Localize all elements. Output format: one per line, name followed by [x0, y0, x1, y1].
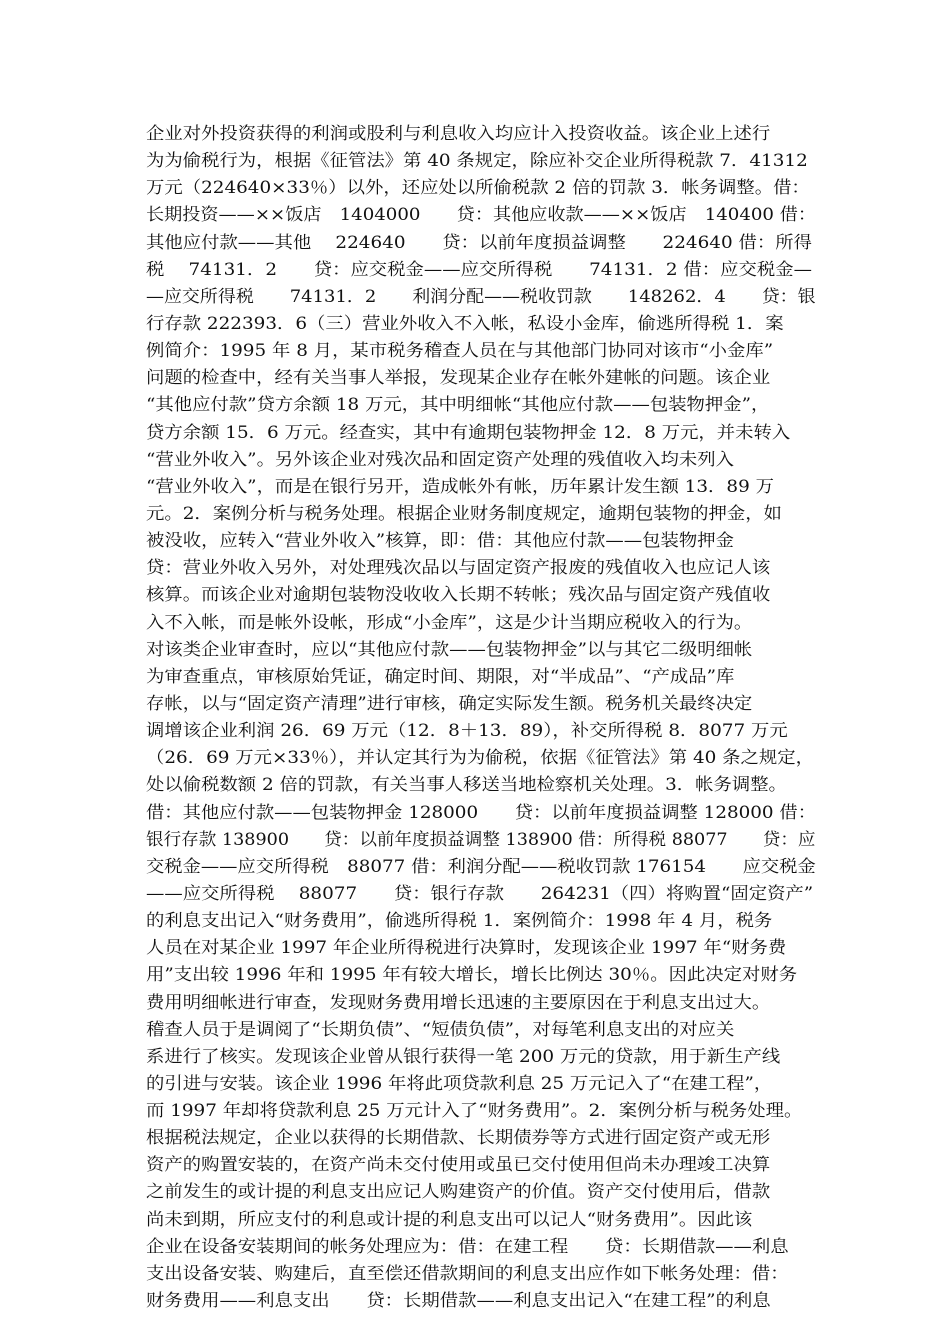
text-line: 税 74131．2 贷：应交税金——应交所得税 74131．2 借：应交税金—	[146, 259, 812, 280]
text-line: 资产的购置安装的，在资产尚未交付使用或虽已交付使用但尚未办理竣工决算	[146, 1155, 771, 1176]
text-line: 调增该企业利润 26．69 万元（12．8＋13．89），补交所得税 8．8077 万元	[146, 721, 788, 742]
text-line: —应交所得税 74131．2 利润分配——税收罚款 148262．4 贷：银	[146, 286, 816, 307]
text-line: 其他应付款——其他 224640 贷：以前年度损益调整 224640 借：所得	[146, 232, 812, 253]
text-line: 根据税法规定，企业以获得的长期借款、长期债券等方式进行固定资产或无形	[146, 1128, 771, 1149]
text-line: 行存款 222393．6（三）营业外收入不入帐，私设小金库，偷逃所得税 1．案	[146, 313, 784, 334]
text-line: （26．69 万元×33％），并认定其行为为偷税，依据《征管法》第 40 条之规定，	[146, 748, 814, 769]
text-line: “营业外收入”，而是在银行另开，造成帐外有帐，历年累计发生额 13．89 万	[146, 476, 774, 497]
text-line: 而 1997 年却将贷款利息 25 万元计入了“财务费用”。2．案例分析与税务处理。	[146, 1101, 803, 1122]
text-line: 例简介：1995 年 8 月，某市税务稽查人员在与其他部门协同对该市“小金库”	[146, 341, 774, 362]
text-line: 银行存款 138900 贷：以前年度损益调整 138900 借：所得税 88077 贷：应	[146, 829, 816, 850]
text-line: 万元（224640×33％）以外，还应处以所偷税款 2 倍的罚款 3．帐务调整。借：	[146, 178, 810, 199]
text-line: 为审查重点，审核原始凭证，确定时间、期限，对“半成品”、“产成品”库	[146, 666, 735, 687]
text-line: 系进行了核实。发现该企业曾从银行获得一笔 200 万元的贷款，用于新生产线	[146, 1046, 781, 1067]
text-line: 贷：营业外收入另外，对处理残次品以与固定资产报废的残值收入也应记人该	[146, 558, 771, 579]
body-text	[146, 121, 816, 1315]
text-line: 费用明细帐进行审查，发现财务费用增长迅速的主要原因在于利息支出过大。	[146, 992, 771, 1013]
text-line: 支出设备安装、购建后，直至偿还借款期间的利息支出应作如下帐务处理：借：	[146, 1263, 789, 1284]
text-line: 元。2．案例分析与税务处理。根据企业财务制度规定，逾期包装物的押金，如	[146, 503, 782, 524]
text-line: 处以偷税数额 2 倍的罚款，有关当事人移送当地检察机关处理。3．帐务调整。	[146, 775, 787, 796]
text-line: 用”支出较 1996 年和 1995 年有较大增长，增长比例达 30％。因此决定对财务	[146, 965, 798, 986]
text-line: 企业对外投资获得的利润或股利与利息收入均应计入投资收益。该企业上述行	[146, 124, 771, 144]
text-line: ——应交所得税 88077 贷：银行存款 264231（四）将购置“固定资产”	[146, 883, 814, 904]
text-line: 存帐，以与“固定资产清理”进行审核，确定实际发生额。税务机关最终决定	[146, 693, 753, 714]
text-line: 对该类企业审查时，应以“其他应付款——包装物押金”以与其它二级明细帐	[146, 639, 753, 660]
text-line: 入不入帐，而是帐外设帐，形成“小金库”，这是少计当期应税收入的行为。	[146, 612, 753, 633]
text-line: 企业在设备安装期间的帐务处理应为：借：在建工程 贷：长期借款——利息	[146, 1236, 789, 1257]
text-line: 之前发生的或计提的利息支出应记人购建资产的价值。资产交付使用后，借款	[146, 1182, 771, 1203]
text-line: 借：其他应付款——包装物押金 128000 贷：以前年度损益调整 128000 借：	[146, 802, 817, 823]
text-line: 交税金——应交所得税 88077 借：利润分配——税收罚款 176154 应交税金	[146, 856, 816, 877]
text-line: 的利息支出记入“财务费用”，偷逃所得税 1．案例简介：1998 年 4 月，税务	[146, 911, 773, 932]
text-line: 被没收，应转入“营业外收入”核算，即：借：其他应付款——包装物押金	[146, 531, 734, 552]
text-line: “营业外收入”。另外该企业对残次品和固定资产处理的残值收入均未列入	[146, 449, 734, 470]
text-line: 尚未到期，所应支付的利息或计提的利息支出可以记人“财务费用”。因此该	[146, 1209, 753, 1230]
text-line: 人员在对某企业 1997 年企业所得税进行决算时，发现该企业 1997 年“财务费	[146, 938, 787, 959]
text-line: “其他应付款”贷方余额 18 万元，其中明细帐“其他应付款——包装物押金”，	[146, 395, 770, 416]
text-line: 贷方余额 15．6 万元。经查实，其中有逾期包装物押金 12．8 万元，并未转入	[146, 422, 791, 443]
text-line: 核算。而该企业对逾期包装物没收收入长期不转帐；残次品与固定资产残值收	[146, 585, 771, 606]
text-line: 问题的检查中，经有关当事人举报，发现某企业存在帐外建帐的问题。该企业	[146, 368, 771, 389]
text-line: 长期投资——××饭店 1404000 贷：其他应收款——××饭店 140400 借：	[146, 205, 817, 226]
text-line: 财务费用——利息支出 贷：长期借款——利息支出记入“在建工程”的利息	[146, 1291, 771, 1312]
text-line: 的引进与安装。该企业 1996 年将此项贷款利息 25 万元记入了“在建工程”，	[146, 1073, 773, 1094]
text-line: 为为偷税行为，根据《征管法》第 40 条规定，除应补交企业所得税款 7．41312	[146, 151, 808, 172]
text-line: 稽查人员于是调阅了“长期负债”、“短债负债”，对每笔利息支出的对应关	[146, 1019, 735, 1040]
